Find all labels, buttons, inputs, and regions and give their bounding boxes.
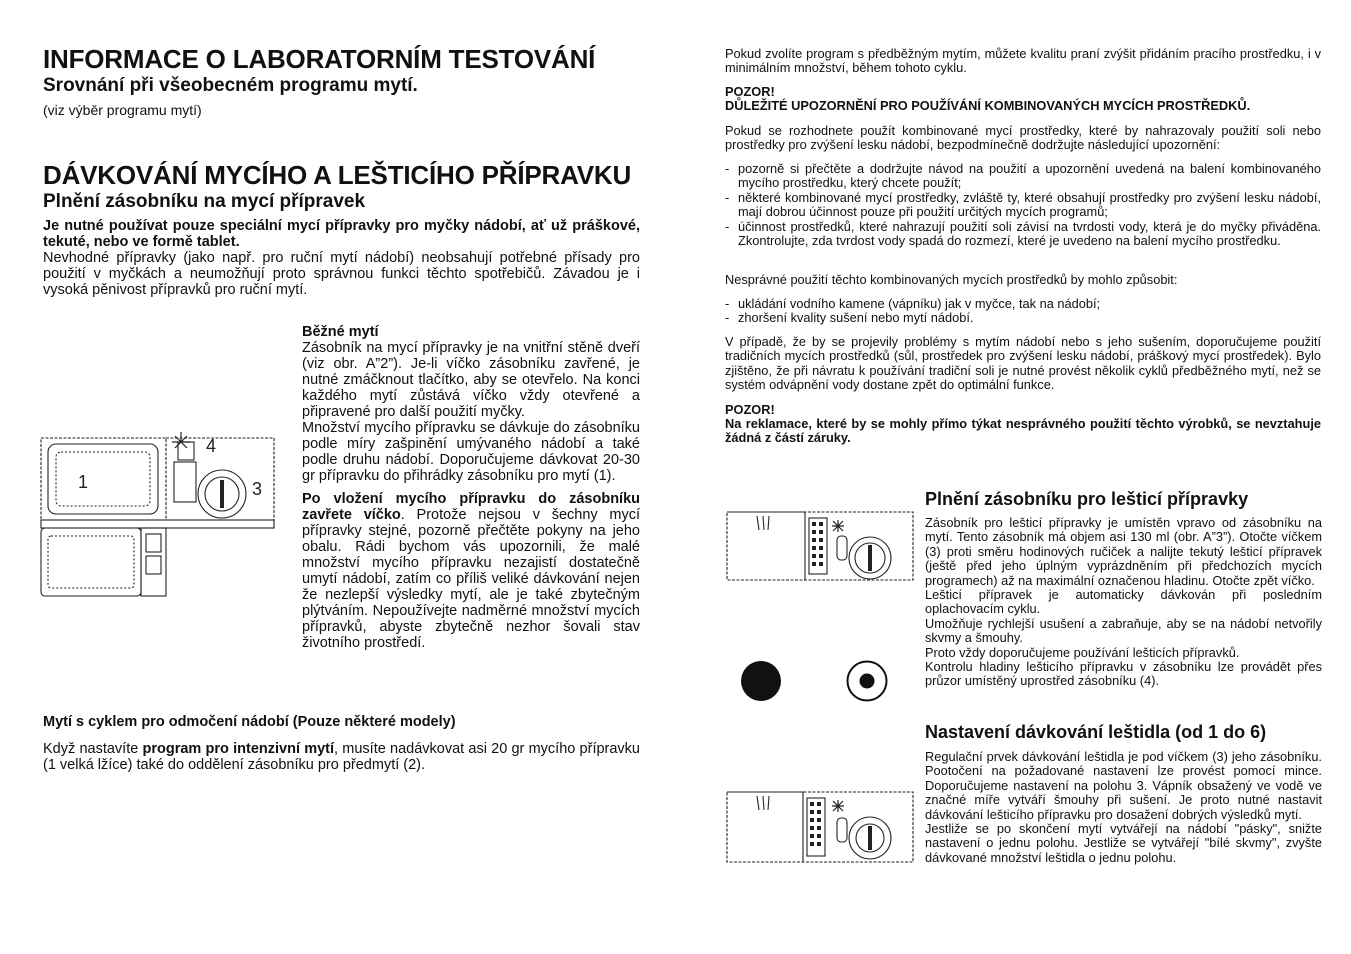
rinse-p1: Zásobník pro lešticí přípravky je umístěn vpravo od zásobníku na mytí. Tento zásobník má objem asi 130 ml (obr. A”3”). Otočte víčkem (3) proti směru hodinových ručiček a nalijte tekutý lešticí přípravek (ještě před jeho úplným vyprázdněním při předchozích mycích programech) až na maximální označenou hladinu. Otočte zpět víčko. [925, 515, 1322, 588]
heading-dosing: DÁVKOVÁNÍ MYCÍHO A LEŠTICÍHO PŘÍPRAVKU [43, 160, 632, 190]
rinse-p2: Lešticí přípravek je automaticky dávkován při posledním oplachovacím cyklu. [925, 587, 1322, 617]
dosage-p2: Jestliže se po skončení mytí vytvářejí na nádobí "pásky", snižte nastavení o jednu polohu. Jestliže se vytvářejí "bílé skvmy", zvyšte dávkované množství leštidla o jednu polohu. [925, 821, 1322, 865]
rinse-p3: Umožňuje rychlejší usušení a zabraňuje, aby se na nádobí netvořily skvmy a šmouhy. [925, 615, 1322, 646]
regular-wash-p2: Množství mycího přípravku se dávkuje do zásobníku podle míry zašpinění umývaného nádobí a také podle druhu nádobí. Doporučujeme dávkovat 20-30 gr přípravku do přihrádky zásobníku pro mytí (1). [302, 420, 640, 484]
warranty-warning: Na reklamace, které by se mohly přímo týkat nesprávného použití těchto výrobků, se nevztahuje žádná z částí záruky. [725, 416, 1321, 445]
indicator-light-icon [846, 660, 888, 702]
regular-wash-p3-bold: Po vložení mycího přípravku do zásobníku zavřete víčko [302, 491, 640, 523]
regular-wash-p1: Zásobník na mycí přípravky je na vnitřní stěně dveří (viz obr. A”2”). Je-li víčko zásobníku zavřené, je nutné zmáčknout tlačítko, aby se otevřelo. Na konci každého mytí zůstává víčko vždy otevřené a připravené pro další použití myčky. [302, 340, 640, 420]
subheading-detergent-dispenser: Plnění zásobníku na mycí přípravek [43, 191, 366, 212]
soak-text-bold: program pro intenzivní mytí [142, 741, 335, 757]
regular-wash-section [302, 324, 640, 651]
misuse-intro: Nesprávné použití těchto kombinovaných mycích prostředků by mohlo způsobit: [725, 272, 1178, 287]
fig-label-3: 3 [252, 479, 263, 499]
list-item: - některé kombinované mycí prostředky, zvláště ty, které obsahují prostředky pro zvýšení lesku nádobí, mají dobrou účinnost pouze při použití určitých mycích programů; [725, 191, 1321, 220]
fig-label-4: 4 [206, 436, 217, 456]
rinse-aid-setting-figure [725, 788, 915, 866]
detergent-dispenser-figure [38, 432, 278, 602]
misuse-list [725, 297, 1321, 326]
soak-text-a: Když nastavíte [43, 741, 143, 757]
combined-detergent-intro: Pokud se rozhodnete použít kombinované mycí prostředky, které by nahrazovaly použití soli nebo prostředky pro zvýšení lesku nádobí, bezpodmínečně dodržujte následující upozornění: [725, 123, 1321, 153]
detergent-intro-text: Nevhodné přípravky (jako např. pro ruční mytí nádobí) neobsahují potřebné přísady pro použití v myčkách a neumožňují proto správnou funkci těchto spotřebičů. Závadou je i vysoká pěnivost přípravků pro ruční mytí. [43, 250, 640, 298]
rinse-aid-heading: Plnění zásobníku pro lešticí přípravky [925, 489, 1249, 509]
regular-wash-heading: Běžné mytí [302, 324, 379, 340]
note-program-selection: (viz výběr programu mytí) [43, 102, 202, 118]
rinse-p5: Kontrolu hladiny lešticího přípravku v zásobníku lze provádět přes průzor umístěný uprostřed zásobníku (4). [925, 659, 1322, 689]
soak-text-b: , musíte nadávkovat asi 20 gr mycího přípravku (1 velká lžíce) také do oddělení zásobníku pro předmytí (2). [43, 741, 640, 773]
dosage-setting-heading: Nastavení dávkování leštidla (od 1 do 6) [925, 722, 1267, 742]
list-item: - zhoršení kvality sušení nebo mytí nádobí. [725, 311, 1321, 325]
dosage-p1: Regulační prvek dávkování leštidla je pod víčkem (3) jeho zásobníku. Pootočení na požadované nastavení lze provést pomocí mince. Doporučujeme nastavení na polohu 3. Vápník obsažený ve vodě ve značné míře vytváří šmouhy při sušení. Je proto nutné nastavit dávkování lešticího přípravku pro dosažení dobrých výsledků mytí. [925, 749, 1322, 822]
regular-wash-p3-text: . Protože nejsou v šechny mycí přípravky stejné, pozorně přečtěte pokyny na jeho obalu. Rádi bychom vás upozornili, že malé množství mycího přípravku nezajistí dostatečně umytí nádobí, zatím co příliš veliké dávkování nejen že nezlepší výsledky mytí, ale je také zbytečným plýtváním. Nepoužívejte nadměrné množství mycích přípravků, abyste zbytečně nezhor šovali stav životního prostředí. [302, 507, 640, 651]
rinse-aid-dispenser-figure [725, 508, 915, 586]
dosage-setting-text [925, 750, 1322, 865]
regular-wash-p3 [302, 491, 640, 651]
soak-cycle-text [43, 741, 640, 773]
warning-label-1: POZOR! [725, 84, 775, 99]
rinse-p4: Proto vždy doporučujeme používání lešticích přípravků. [925, 644, 1240, 660]
list-item: - pozorně si přečtěte a dodržujte návod na použití a upozornění uvedená na balení kombinovaného mycího prostředku, který chcete použít; [725, 162, 1321, 191]
detergent-intro-bold: Je nutné používat pouze speciální mycí přípravky pro myčky nádobí, ať už práškové, tekuté, nebo ve formě tablet. [43, 218, 640, 250]
list-item: - účinnost prostředků, které nahrazují použití soli závisí na tvrdosti vody, která je do myčky přiváděna. Zkontrolujte, zda tvrdost vody spadá do rozmezí, které je uvedeno na balení mycího prostředku. [725, 220, 1321, 249]
heading-lab-testing: INFORMACE O LABORATORNÍM TESTOVÁNÍ [43, 44, 596, 74]
detergent-intro [43, 218, 640, 298]
indicator-dark-icon [740, 660, 782, 702]
combined-detergent-list [725, 162, 1321, 248]
rinse-aid-text [925, 516, 1322, 689]
list-item: - ukládání vodního kamene (vápníku) jak v myčce, tak na nádobí; [725, 297, 1321, 311]
prewash-note: Pokud zvolíte program s předběžným mytím, můžete kvalitu praní zvýšit přidáním pracího prostředku, i v minimálním množství, během tohoto cyklu. [725, 46, 1321, 76]
warning-heading-combined: DŮLEŽITÉ UPOZORNĚNÍ PRO POUŽÍVÁNÍ KOMBINOVANÝCH MYCÍCH PROSTŘEDKŮ. [725, 98, 1251, 113]
warning-label-2: POZOR! [725, 402, 775, 417]
soak-cycle-heading: Mytí s cyklem pro odmočení nádobí (Pouze některé modely) [43, 714, 456, 730]
traditional-detergent-advice: V případě, že by se projevily problémy s mytím nádobí nebo s jeho sušením, doporučujeme použití tradičních mycích prostředků (sůl, prostředek pro zvýšení lesku nádobí, práškový mycí prostředek). Bylo zjištěno, že při návratu k používání tradiční soli je nutné provést několik cyklů předběžného mytí, než se systém odvápnění vody dostane zpět do optimální funkce. [725, 334, 1321, 393]
fig-label-1: 1 [78, 472, 89, 492]
subheading-comparison: Srovnání při všeobecném programu mytí. [43, 75, 418, 96]
